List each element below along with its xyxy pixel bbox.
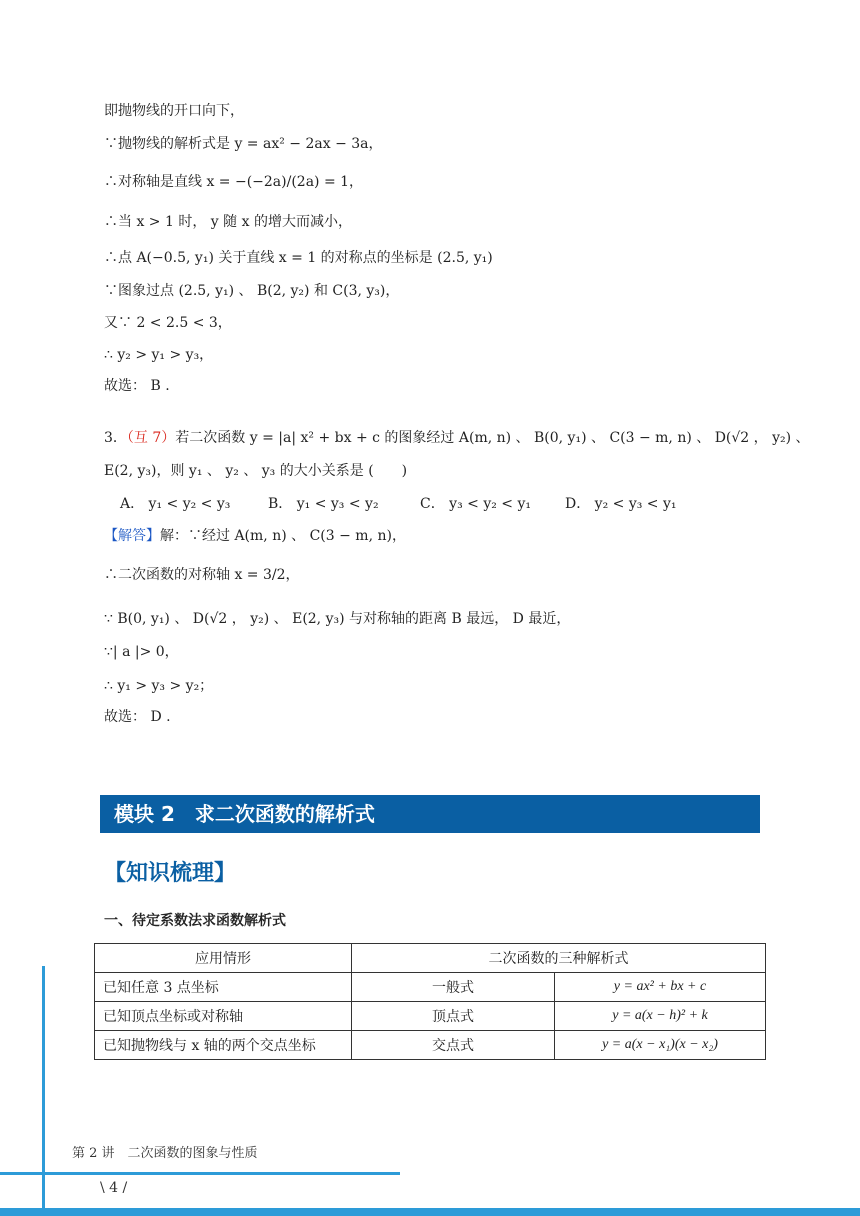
answer-tag: 【解答】 bbox=[104, 528, 160, 544]
table-header-cell: 二次函数的三种解析式 bbox=[352, 944, 766, 973]
solution-line-1: 即抛物线的开口向下， bbox=[104, 103, 244, 119]
answer-line-3: ∵ B(0, y₁) 、 D(√2 ， y₂) 、 E(2, y₃) 与对称轴的距离 B 最远， D 最近， bbox=[104, 611, 571, 627]
sub-title: 一、待定系数法求函数解析式 bbox=[104, 913, 286, 929]
table-cell: 已知抛物线与 x 轴的两个交点坐标 bbox=[95, 1031, 352, 1060]
solution-line-3: ∴对称轴是直线 x = −(−2a)/(2a) = 1， bbox=[104, 174, 364, 190]
formula-table bbox=[94, 943, 766, 1060]
solution-line-5: ∴点 A(−0.5, y₁) 关于直线 x = 1 的对称点的坐标是 (2.5, y₁) bbox=[104, 250, 493, 266]
problem3-stem-line2: E(2, y₃)，则 y₁ 、 y₂ 、 y₃ 的大小关系是 ( ) bbox=[104, 463, 408, 479]
option-c: C． y₃ < y₂ < y₁ bbox=[420, 496, 531, 512]
table-row bbox=[95, 1031, 766, 1060]
module-title-bar: 模块 2 求二次函数的解析式 bbox=[100, 795, 760, 833]
option-b: B． y₁ < y₃ < y₂ bbox=[268, 496, 379, 512]
problem-number: 3． bbox=[104, 430, 127, 446]
table-cell: y = a(x − h)² + k bbox=[555, 1002, 766, 1031]
problem-tag: （互 7） bbox=[126, 430, 176, 446]
table-cell: 已知任意 3 点坐标 bbox=[95, 973, 352, 1002]
table-row bbox=[95, 1002, 766, 1031]
table-header-row bbox=[95, 944, 766, 973]
answer-line-2: ∴二次函数的对称轴 x = 3/2， bbox=[104, 567, 300, 583]
solution-line-2: ∵抛物线的解析式是 y = ax² − 2ax − 3a， bbox=[104, 136, 383, 152]
answer-line-6: 故选： D . bbox=[104, 709, 171, 725]
option-a: A． y₁ < y₂ < y₃ bbox=[120, 496, 231, 512]
table-cell: y = a(x − x₁)(x − x₂) bbox=[555, 1031, 766, 1060]
bottom-bar bbox=[0, 1208, 860, 1216]
table-cell: 一般式 bbox=[352, 973, 555, 1002]
decorative-horizontal-line bbox=[0, 1172, 400, 1175]
table-header-cell: 应用情形 bbox=[95, 944, 352, 973]
answer-line-1 bbox=[104, 526, 406, 546]
solution-line-6: ∵图象过点 (2.5, y₁) 、 B(2, y₂) 和 C(3, y₃)， bbox=[104, 283, 400, 299]
option-d: D． y₂ < y₃ < y₁ bbox=[565, 496, 677, 512]
problem-stem: 若二次函数 y = |a| x² + bx + c 的图象经过 A(m, n) 、 B(0, y₁) 、 C(3 − m, n) 、 D(√2 ， y₂) 、 bbox=[175, 430, 810, 446]
table-cell: 已知顶点坐标或对称轴 bbox=[95, 1002, 352, 1031]
answer-line-4: ∵| a |> 0， bbox=[104, 644, 179, 660]
solution-line-9: 故选： B . bbox=[104, 378, 170, 394]
page-number: \ 4 / bbox=[100, 1180, 128, 1196]
decorative-vertical-line bbox=[42, 966, 45, 1216]
answer-text: 解：∵经过 A(m, n) 、 C(3 − m, n)， bbox=[160, 528, 406, 544]
answer-line-5: ∴ y₁ > y₃ > y₂； bbox=[104, 678, 214, 694]
problem3-stem-line1 bbox=[104, 428, 810, 448]
table-row bbox=[95, 973, 766, 1002]
table-cell: 顶点式 bbox=[352, 1002, 555, 1031]
footer-lecture-title: 第 2 讲 二次函数的图象与性质 bbox=[72, 1146, 258, 1161]
table-cell: 交点式 bbox=[352, 1031, 555, 1060]
solution-line-8: ∴ y₂ > y₁ > y₃， bbox=[104, 347, 214, 363]
table-cell: y = ax² + bx + c bbox=[555, 973, 766, 1002]
solution-line-7: 又∵ 2 < 2.5 < 3， bbox=[104, 315, 232, 331]
solution-line-4: ∴当 x > 1 时， y 随 x 的增大而减小， bbox=[104, 214, 352, 230]
section-title: 【知识梳理】 bbox=[104, 861, 237, 886]
